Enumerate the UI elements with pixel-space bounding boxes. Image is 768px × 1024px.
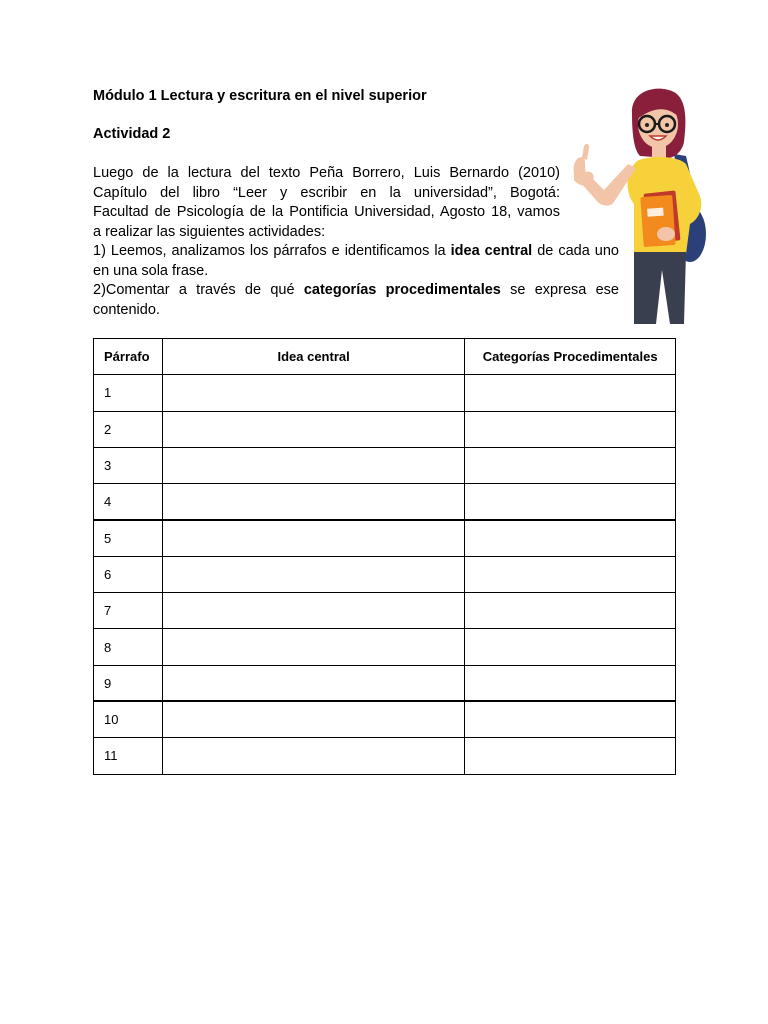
procedural-category-cell[interactable]: [465, 484, 676, 520]
central-idea-cell[interactable]: [162, 375, 464, 411]
paragraph-number: 9: [94, 665, 163, 701]
step-one-text-end: de cada uno en una sola frase.: [93, 243, 619, 279]
central-idea-cell[interactable]: [162, 520, 464, 556]
step-one-emphasis: idea central: [450, 243, 533, 259]
step-one-instruction: [93, 242, 619, 281]
paragraph-number: 6: [94, 556, 163, 592]
step-two-text: 2)Comentar a través de qué: [93, 282, 304, 298]
paragraph-number: 4: [94, 484, 163, 520]
header-procedural-categories: Categorías Procedimentales: [465, 339, 676, 375]
activity-heading: Actividad 2: [93, 126, 171, 142]
central-idea-cell[interactable]: [162, 738, 464, 774]
table-header-row: [94, 339, 676, 375]
procedural-category-cell[interactable]: [465, 556, 676, 592]
central-idea-cell[interactable]: [162, 556, 464, 592]
central-idea-cell[interactable]: [162, 447, 464, 483]
procedural-category-cell[interactable]: [465, 447, 676, 483]
step-two-instruction: [93, 281, 619, 320]
central-idea-cell[interactable]: [162, 411, 464, 447]
paragraph-number: 2: [94, 411, 163, 447]
step-two-text-end: se expresa ese contenido.: [93, 282, 619, 318]
table-row: [94, 520, 676, 556]
procedural-category-cell[interactable]: [465, 411, 676, 447]
table-row: [94, 447, 676, 483]
procedural-category-cell[interactable]: [465, 593, 676, 629]
paragraph-number: 3: [94, 447, 163, 483]
intro-line: Facultad de Psicología de la Pontificia Universidad, Agosto 18, vamos: [93, 204, 560, 220]
table-row: [94, 738, 676, 774]
header-paragraph: Párrafo: [94, 339, 163, 375]
table-row: [94, 701, 676, 737]
document-title: Módulo 1 Lectura y escritura en el nivel superior: [93, 88, 427, 104]
central-idea-cell[interactable]: [162, 665, 464, 701]
intro-line: a realizar las siguientes actividades:: [93, 223, 326, 240]
procedural-category-cell[interactable]: [465, 629, 676, 665]
table-row: [94, 593, 676, 629]
procedural-category-cell[interactable]: [465, 375, 676, 411]
central-idea-cell[interactable]: [162, 629, 464, 665]
central-idea-cell[interactable]: [162, 484, 464, 520]
table-row: [94, 411, 676, 447]
paragraph-number: 7: [94, 593, 163, 629]
procedural-category-cell[interactable]: [465, 738, 676, 774]
step-one-text: 1) Leemos, analizamos los párrafos e identificamos la: [93, 243, 451, 259]
table-row: [94, 484, 676, 520]
procedural-category-cell[interactable]: [465, 520, 676, 556]
step-two-emphasis: categorías procedimentales: [303, 282, 501, 298]
paragraph-number: 8: [94, 629, 163, 665]
table-row: [94, 665, 676, 701]
student-illustration: [570, 84, 720, 328]
paragraph-number: 1: [94, 375, 163, 411]
intro-line: Capítulo del libro “Leer y escribir en la universidad”, Bogotá:: [93, 184, 560, 201]
paragraph-number: 11: [94, 738, 163, 774]
paragraph-number: 5: [94, 520, 163, 556]
central-idea-cell[interactable]: [162, 593, 464, 629]
table-row: [94, 629, 676, 665]
central-idea-cell[interactable]: [162, 701, 464, 737]
table-row: [94, 556, 676, 592]
activity-table: [93, 338, 676, 775]
paragraph-number: 10: [94, 701, 163, 737]
table-row: [94, 375, 676, 411]
header-central-idea: Idea central: [162, 339, 464, 375]
intro-paragraph: [93, 164, 560, 242]
procedural-category-cell[interactable]: [465, 701, 676, 737]
procedural-category-cell[interactable]: [465, 665, 676, 701]
intro-line: Luego de la lectura del texto Peña Borrero, Luis Bernardo (2010): [93, 165, 560, 181]
